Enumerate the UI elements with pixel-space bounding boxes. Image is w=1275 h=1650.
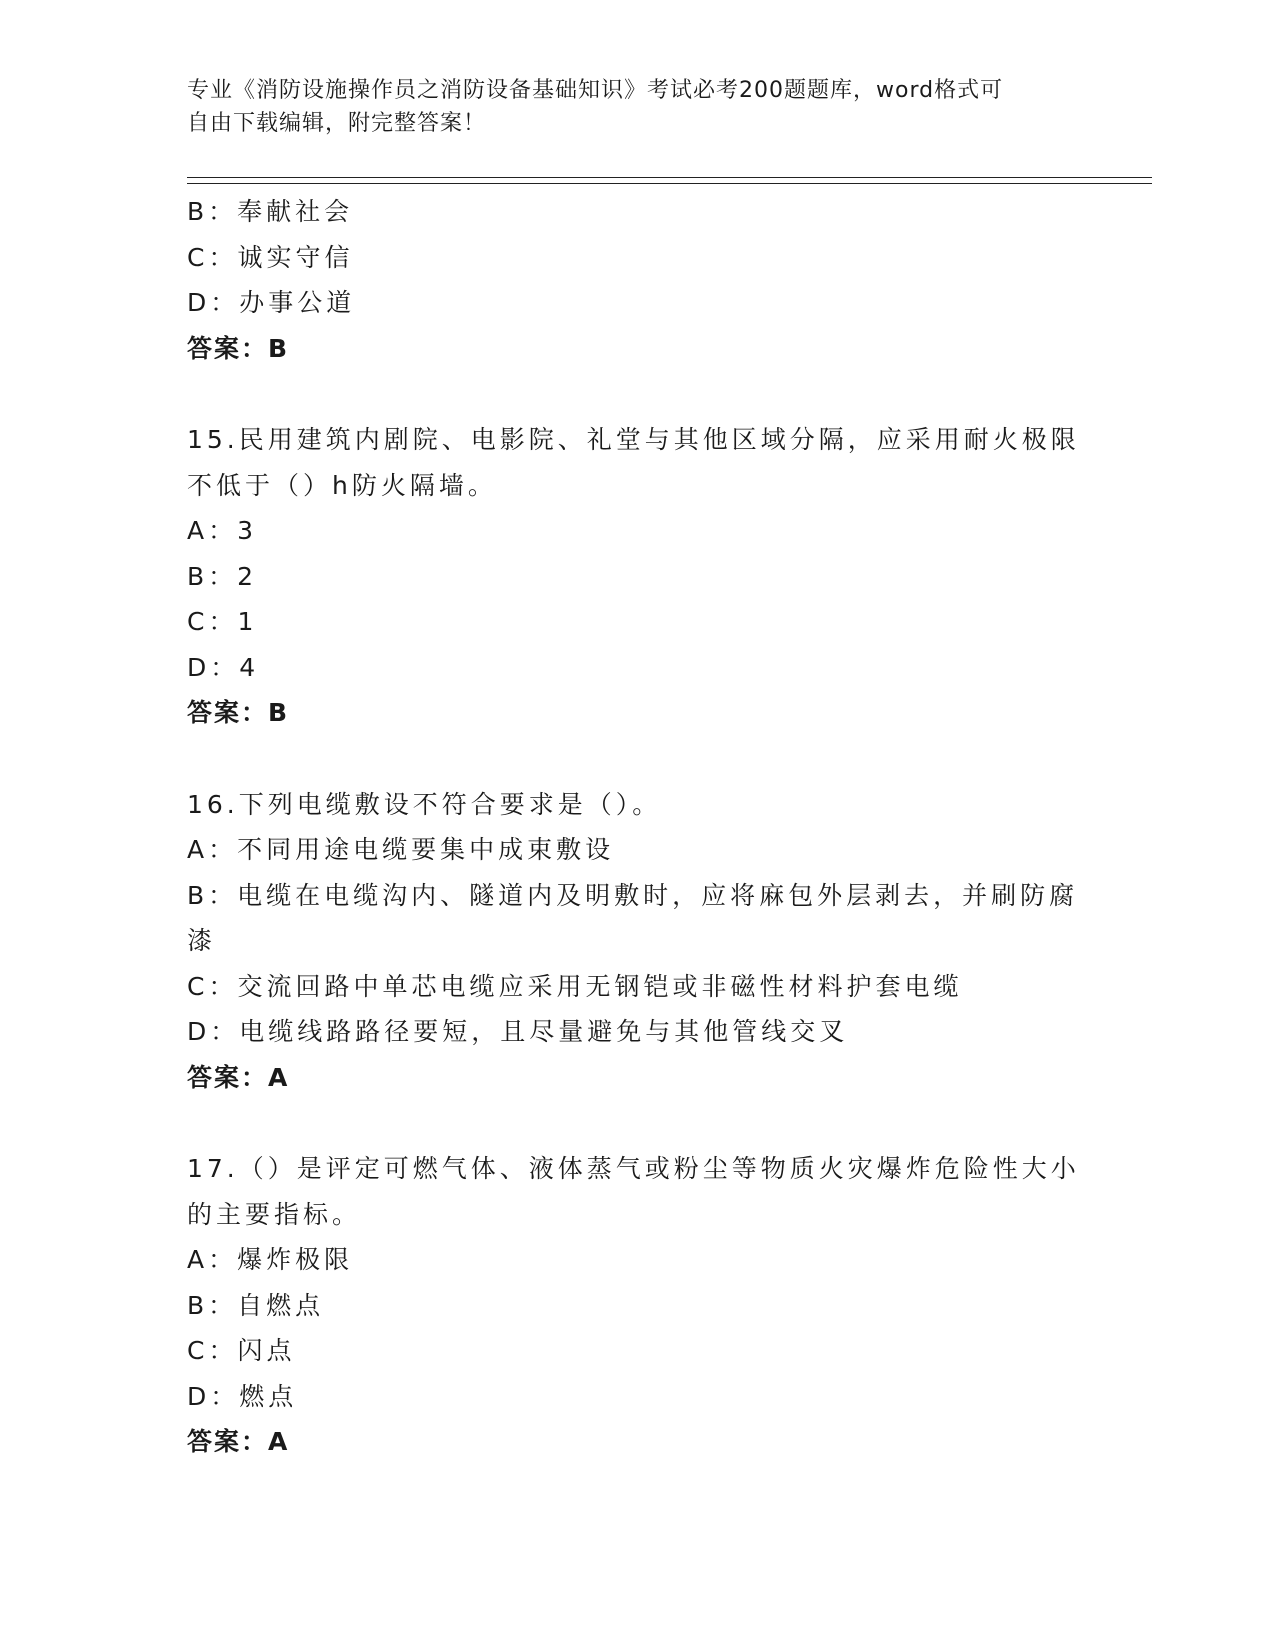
option-b-line-2: 漆 [187,926,217,955]
answer: 答案：A [187,1427,290,1456]
option-a: A：爆炸极限 [187,1245,354,1274]
option-a: A：不同用途电缆要集中成束敷设 [187,835,615,864]
option-d: D：4 [187,652,260,682]
question-list [187,189,1080,1465]
question-stem-line-2: 不低于（）h防火隔墙。 [187,470,497,500]
option-d: D：燃点 [187,1381,298,1411]
header-line-2: 自由下载编辑，附完整答案！ [187,111,487,136]
option-c: C：诚实守信 [187,242,354,272]
header-divider-top [187,177,1152,178]
option-b: B：奉献社会 [187,197,354,226]
question-14 [187,189,1067,371]
question-stem: 16.下列电缆敷设不符合要求是（）。 [187,789,662,819]
option-c: C：闪点 [187,1336,296,1365]
answer: 答案：B [187,333,290,363]
option-c: C：1 [187,607,258,636]
answer: 答案：A [187,1062,290,1092]
question-stem-line-2: 的主要指标。 [187,1199,362,1229]
question-17 [187,1146,1080,1465]
spacer [187,371,1067,417]
header-divider-bottom [187,183,1152,184]
question-15 [187,417,1080,736]
spacer [187,1100,1067,1146]
option-d: D：电缆线路路径要短，且尽量避免与其他管线交叉 [187,1017,849,1046]
header-line-1: 专业《消防设施操作员之消防设备基础知识》考试必考200题题库，word格式可 [187,78,1004,103]
spacer [187,736,1067,782]
answer: 答案：B [187,698,290,727]
document-header [187,74,1087,140]
option-c: C：交流回路中单芯电缆应采用无钢铠或非磁性材料护套电缆 [187,971,963,1001]
question-stem-line-1: 17.（）是评定可燃气体、液体蒸气或粉尘等物质火灾爆炸危险性大小 [187,1154,1080,1183]
option-b: B：自燃点 [187,1290,325,1320]
option-b: B：2 [187,561,258,591]
option-b-line-1: B：电缆在电缆沟内、隧道内及明敷时，应将麻包外层剥去，并刷防腐 [187,880,1079,910]
option-d: D：办事公道 [187,288,356,317]
question-stem-line-1: 15.民用建筑内剧院、电影院、礼堂与其他区域分隔，应采用耐火极限 [187,425,1080,454]
question-16 [187,782,1079,1101]
option-a: A：3 [187,516,258,545]
